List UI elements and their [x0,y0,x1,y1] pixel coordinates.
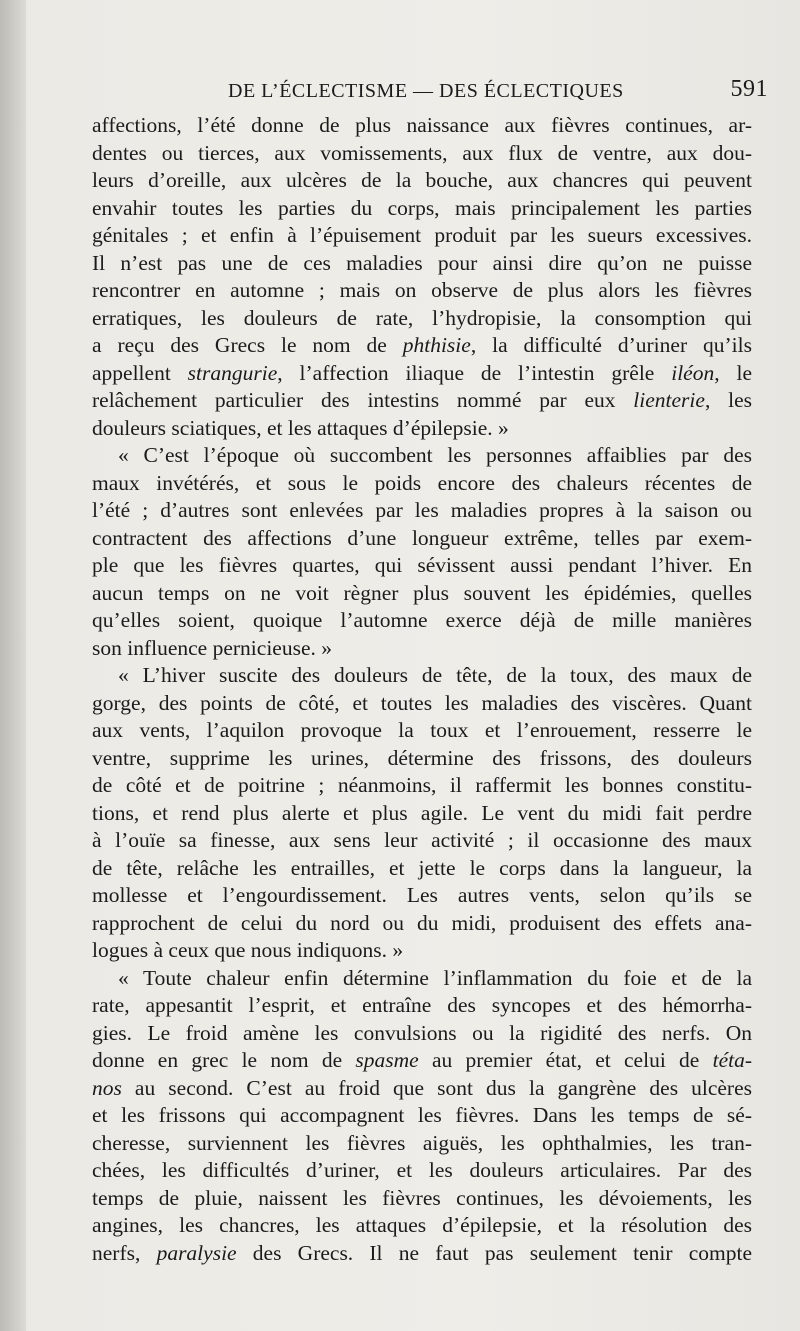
line-text: « C’est l’époque où succombent les personnes affaiblies par des [118,443,752,467]
line-text: , la difficulté d’uriner qu’ils [470,333,752,357]
line-text: , les [704,388,752,412]
line-text: temps de pluie, naissent les fièvres continues, les dévoiements, les [92,1185,752,1210]
text-line [92,332,752,360]
text-line [92,167,752,195]
text-line [92,745,752,773]
line-text: dentes ou tierces, aux vomissements, aux flux de ventre, aux dou- [92,140,752,165]
running-title: DE L’ÉCLECTISME — DES ÉCLECTIQUES [228,80,624,102]
line-text: à l’ouïe sa finesse, aux sens leur activité ; il occasionne des maux [92,828,752,852]
running-head [228,76,768,108]
text-line [92,607,752,635]
line-text: l’été ; d’autres sont enlevées par les maladies propres à la saison ou [92,498,752,522]
text-line [92,140,752,168]
text-line [92,772,752,800]
line-text: , l’affection iliaque de l’intestin grêle [277,360,672,385]
page-number: 591 [730,76,768,102]
line-text: au premier état, et celui de [418,1048,713,1072]
text-line [92,635,752,663]
italic-term: nos [92,1075,122,1100]
line-text: logues à ceux que nous indiquons. » [92,938,404,962]
text-line [92,552,752,580]
line-text: « L’hiver suscite des douleurs de tête, de la toux, des maux de [118,663,752,687]
line-text: maux invétérés, et sous le poids encore des chaleurs récentes de [92,470,752,495]
italic-term: paralysie [156,1240,237,1265]
line-text: cheresse, surviennent les fièvres aiguës, les ophthalmies, les tran- [92,1130,752,1155]
text-line [92,1212,752,1240]
italic-term: lienterie [633,388,705,412]
line-text: gorge, des points de côté, et toutes les maladies des viscères. Quant [92,690,752,715]
line-text: affections, l’été donne de plus naissance aux fièvres continues, ar- [92,113,752,137]
italic-term: téta- [712,1048,752,1072]
line-text: « Toute chaleur enfin détermine l’inflammation du foie et de la [118,965,752,990]
text-line [92,470,752,498]
text-line [92,497,752,525]
line-text: angines, les chancres, les attaques d’épilepsie, et la résolution des [92,1213,752,1237]
text-line [92,525,752,553]
text-line [92,937,752,965]
body-text [92,112,752,1267]
text-line [92,1157,752,1185]
text-line [92,662,752,690]
line-text: appellent [92,360,188,385]
line-text: douleurs sciatiques, et les attaques d’épilepsie. » [92,415,509,440]
text-line [92,1130,752,1158]
line-text: envahir toutes les parties du corps, mais principalement les parties [92,195,752,220]
line-text: son influence pernicieuse. » [92,635,332,660]
line-text: chées, les difficultés d’uriner, et les douleurs articulaires. Par des [92,1158,752,1182]
text-line [92,442,752,470]
line-text: leurs d’oreille, aux ulcères de la bouche, aux chancres qui peuvent [92,168,752,192]
line-text: Il n’est pas une de ces maladies pour ainsi dire qu’on ne puisse [92,250,752,275]
text-line [92,222,752,250]
text-line [92,1240,752,1268]
line-text: génitales ; et enfin à l’épuisement produit par les sueurs excessives. [92,223,752,247]
line-text: qu’elles soient, quoique l’automne exerce déjà de mille manières [92,608,752,632]
line-text: des Grecs. Il ne faut pas seulement tenir compte [236,1240,752,1265]
line-text: aux vents, l’aquilon provoque la toux et l’enrouement, resserre le [92,718,752,742]
binding-shadow [0,0,26,1331]
text-line [92,882,752,910]
italic-term: spasme [355,1048,419,1072]
text-line [92,1102,752,1130]
text-line [92,1047,752,1075]
line-text: ventre, supprime les urines, détermine des frissons, des douleurs [92,745,752,770]
line-text: tions, et rend plus alerte et plus agile. Le vent du midi fait perdre [92,800,752,825]
text-line [92,415,752,443]
text-line [92,277,752,305]
text-line [92,717,752,745]
line-text: nerfs, [92,1240,157,1265]
text-line [92,1075,752,1103]
text-line [92,827,752,855]
line-text: a reçu des Grecs le nom de [92,333,403,357]
line-text: rencontrer en automne ; mais on observe de plus alors les fièvres [92,278,752,302]
italic-term: strangurie [187,360,278,385]
line-text: donne en grec le nom de [92,1048,356,1072]
text-line [92,195,752,223]
text-line [92,800,752,828]
line-text: contractent des affections d’une longueur extrême, telles par exem- [92,525,752,550]
text-line [92,1185,752,1213]
text-line [92,387,752,415]
text-line [92,360,752,388]
text-line [92,965,752,993]
line-text: , le [714,360,752,385]
text-line [92,1020,752,1048]
text-line [92,992,752,1020]
text-line [92,305,752,333]
line-text: ple que les fièvres quartes, qui sévissent aussi pendant l’hiver. En [92,553,752,577]
text-line [92,855,752,883]
line-text: mollesse et l’engourdissement. Les autres vents, selon qu’ils se [92,883,752,907]
line-text: erratiques, les douleurs de rate, l’hydropisie, la consomption qui [92,305,752,330]
text-line [92,580,752,608]
line-text: relâchement particulier des intestins nommé par eux [92,388,634,412]
text-line [92,112,752,140]
line-text: et les frissons qui accompagnent les fièvres. Dans les temps de sé- [92,1103,752,1127]
line-text: de tête, relâche les entrailles, et jette le corps dans la langueur, la [92,855,752,880]
line-text: rate, appesantit l’esprit, et entraîne des syncopes et des hémorrha- [92,993,752,1017]
line-text: gies. Le froid amène les convulsions ou la rigidité des nerfs. On [92,1020,752,1045]
line-text: rapprochent de celui du nord ou du midi, produisent des effets ana- [92,910,752,935]
text-line [92,910,752,938]
text-line [92,690,752,718]
italic-term: phthisie [402,333,471,357]
line-text: de côté et de poitrine ; néanmoins, il raffermit les bonnes constitu- [92,773,752,797]
line-text: aucun temps on ne voit règner plus souvent les épidémies, quelles [92,580,752,605]
line-text: au second. C’est au froid que sont dus la gangrène des ulcères [121,1075,752,1100]
italic-term: iléon [671,360,715,385]
text-line [92,250,752,278]
